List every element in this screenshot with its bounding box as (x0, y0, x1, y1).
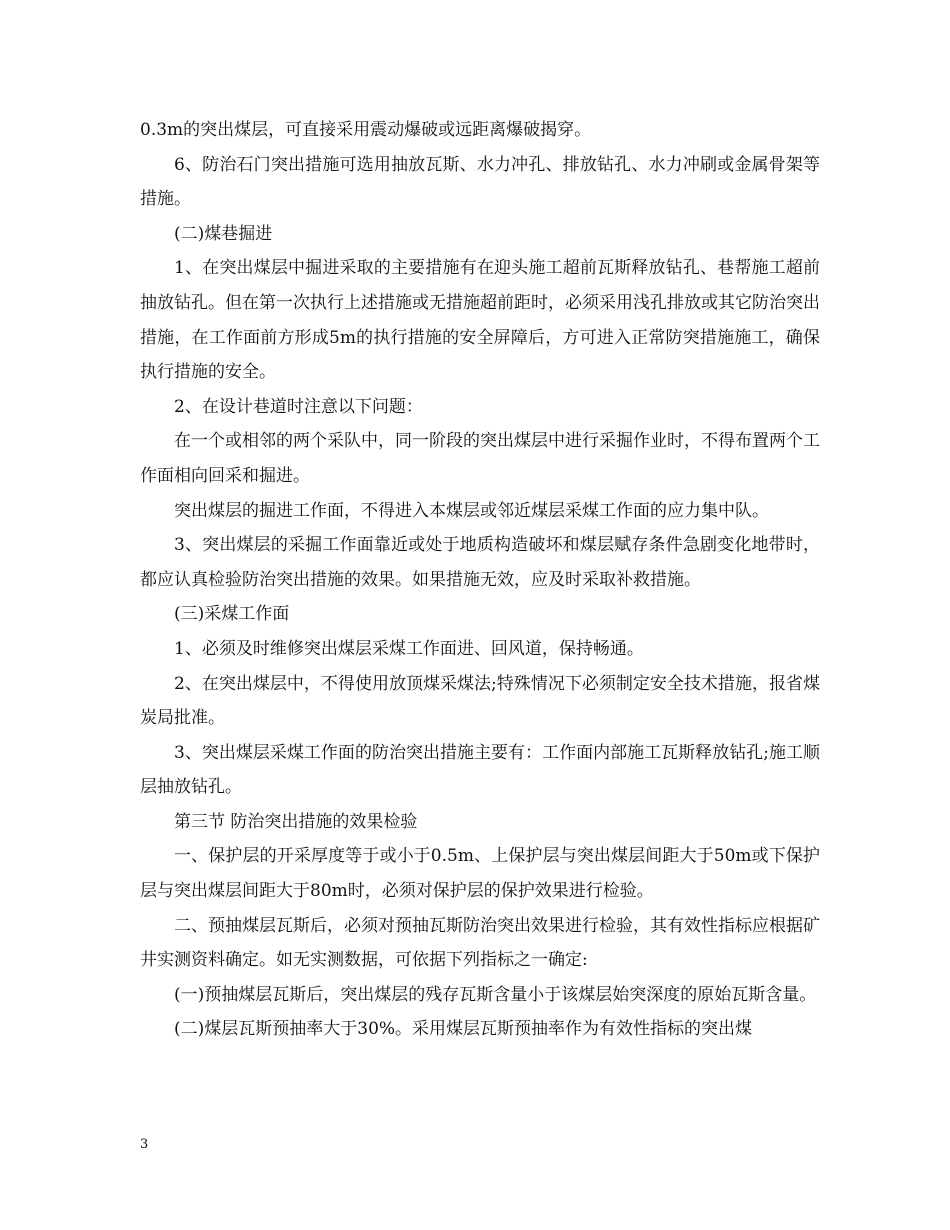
paragraph: 0.3m的突出煤层，可直接采用震动爆破或远距离爆破揭穿。 (140, 120, 592, 140)
section-heading: 第三节 防治突出措施的效果检验 (174, 811, 418, 832)
paragraph: 3、突出煤层的采掘工作面靠近或处于地质构造破坏和煤层赋存条件急剧变化地带时，都应认真检验防治突出措施的效果。如果措施无效，应及时采取补救措施。 (140, 535, 820, 590)
page-number: 3 (140, 1137, 149, 1152)
paragraph: 突出煤层的掘进工作面，不得进入本煤层或邻近煤层采煤工作面的应力集中队。 (174, 500, 769, 521)
paragraph: 3、突出煤层采煤工作面的防治突出措施主要有：工作面内部施工瓦斯释放钻孔;施工顺层抽放钻孔。 (140, 742, 820, 798)
paragraph: 6、防治石门突出措施可选用抽放瓦斯、水力冲孔、排放钻孔、水力冲刷或金属骨架等措施。 (140, 154, 820, 210)
section-heading: (二)煤巷掘进 (174, 223, 273, 244)
paragraph: 1、在突出煤层中掘进采取的主要措施有在迎头施工超前瓦斯释放钻孔、巷帮施工超前抽放钻孔。但在第一次执行上述措施或无措施超前距时，必须采用浅孔排放或其它防治突出措施，在工作面前方形成5m的执行措施的安全屏障后，方可进入正常防突措施施工，确保执行措施的安全。 (140, 258, 820, 383)
paragraph: 2、在设计巷道时注意以下问题： (174, 396, 423, 417)
paragraph: (二)煤层瓦斯预抽率大于30%。采用煤层瓦斯预抽率作为有效性指标的突出煤 (174, 1019, 753, 1040)
paragraph: 在一个或相邻的两个采队中，同一阶段的突出煤层中进行采掘作业时，不得布置两个工作面相向回采和掘进。 (140, 431, 820, 486)
document-body (140, 113, 820, 1047)
paragraph: 二、预抽煤层瓦斯后，必须对预抽瓦斯防治突出效果进行检验，其有效性指标应根据矿井实测资料确定。如无实测数据，可依据下列指标之一确定: (140, 915, 820, 971)
paragraph: (一)预抽煤层瓦斯后，突出煤层的残存瓦斯含量小于该煤层始突深度的原始瓦斯含量。 (174, 984, 817, 1005)
paragraph: 1、必须及时维修突出煤层采煤工作面进、回风道，保持畅通。 (174, 638, 644, 659)
section-heading: (三)采煤工作面 (174, 604, 290, 625)
paragraph: 一、保护层的开采厚度等于或小于0.5m、上保护层与突出煤层间距大于50m或下保护层与突出煤层间距大于80m时，必须对保护层的保护效果进行检验。 (140, 846, 820, 902)
paragraph: 2、在突出煤层中，不得使用放顶煤采煤法;特殊情况下必须制定安全技术措施，报省煤炭局批准。 (140, 673, 820, 729)
